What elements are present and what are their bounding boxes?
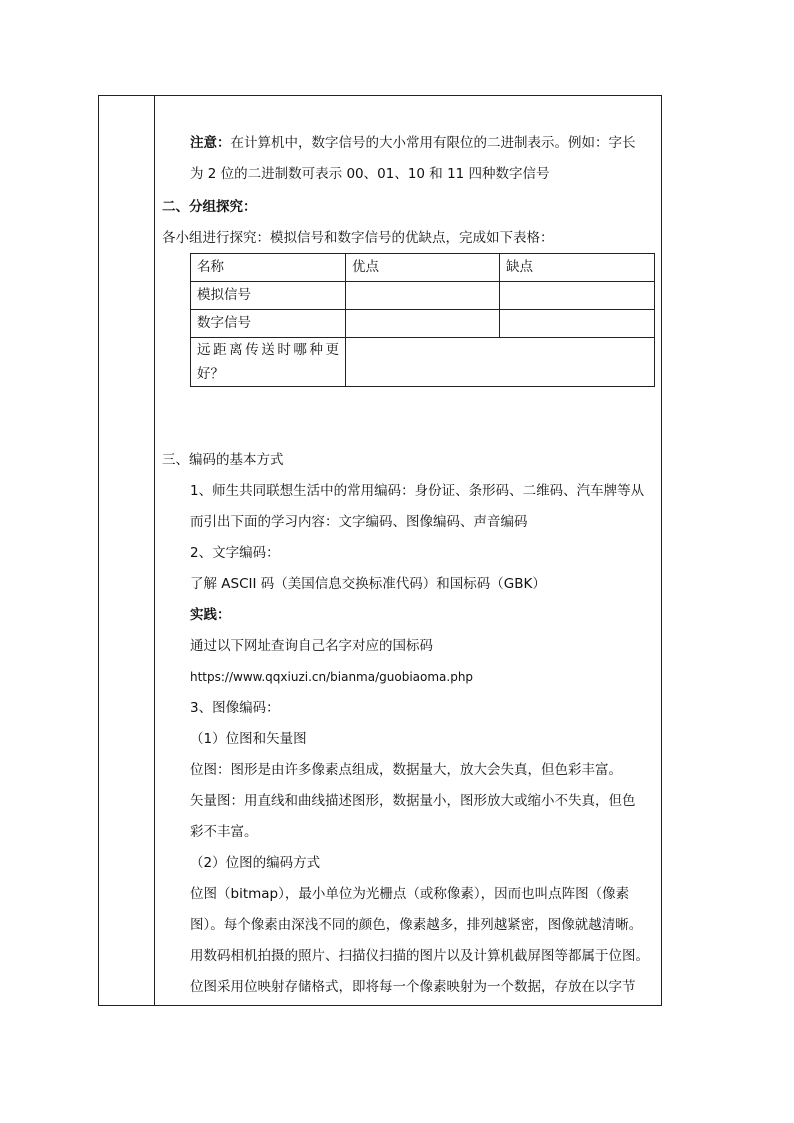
table-row [191,310,655,338]
header-cell-name: 名称 [191,254,346,282]
row-label-analog: 模拟信号 [191,282,346,310]
left-column-divider [154,95,155,1006]
row-label-digital: 数字信号 [191,310,346,338]
row-label-long-distance [191,338,346,387]
practice-description: 通过以下网址查询自己名字对应的国标码 [190,638,433,654]
note-label: 注意： [190,135,231,151]
note-text: 在计算机中，数字信号的大小常用有限位的二进制表示。例如：字长 [230,135,636,151]
bitmap-description: 位图：图形是由许多像素点组成，数据量大，放大会失真，但色彩丰富。 [190,762,622,778]
bitmap-encoding-line-4: 位图采用位映射存储格式，即将每一个像素映射为一个数据，存放在以字节 [190,979,636,995]
section-3-heading: 三、编码的基本方式 [162,452,284,468]
image-encoding-heading: 3、图像编码： [190,700,280,716]
lookup-url-link[interactable]: https://www.qqxiuzi.cn/bianma/guobiaoma.php [190,670,474,684]
paragraph-1-line-1: 1、师生共同联想生活中的常用编码：身份证、条形码、二维码、汽车牌等从 [190,483,645,499]
bitmap-encoding-line-1: 位图（bitmap），最小单位为光栅点（或称像素），因而也叫点阵图（像素 [190,886,630,902]
bitmap-vector-subheading: （1）位图和矢量图 [190,731,307,747]
answer-cell[interactable] [346,338,655,387]
note-line-2: 为 2 位的二进制数可表示 00、01、10 和 11 四种数字信号 [190,166,550,182]
bitmap-encoding-line-3: 用数码相机拍摄的照片、扫描仪扫描的图片以及计算机截屏图等都属于位图。 [190,948,649,964]
table-row [191,338,655,387]
bitmap-encoding-line-2: 图）。每个像素由深浅不同的颜色，像素越多，排列越紧密，图像就越清晰。 [190,917,643,933]
header-cell-disadvantages: 缺点 [500,254,655,282]
practice-label: 实践： [190,607,231,623]
table-row [191,282,655,310]
blank-cell[interactable] [346,282,500,310]
section-2-heading: 二、分组探究： [162,199,257,215]
bitmap-encoding-subheading: （2）位图的编码方式 [190,855,321,871]
table-row [191,254,655,282]
note-line-1 [190,134,636,152]
blank-cell[interactable] [500,310,655,338]
text-encoding-heading: 2、文字编码： [190,545,280,561]
paragraph-1-line-2: 而引出下面的学习内容：文字编码、图像编码、声音编码 [190,514,528,530]
section-2-intro: 各小组进行探究：模拟信号和数字信号的优缺点，完成如下表格： [162,230,554,246]
blank-cell[interactable] [346,310,500,338]
question-line-1: 远 距 离 传 送 时 哪 种 更 [197,342,339,358]
question-line-2: 好？ [197,366,224,382]
blank-cell[interactable] [500,282,655,310]
header-cell-advantages: 优点 [346,254,500,282]
vector-description-line-2: 彩不丰富。 [190,824,258,840]
text-encoding-detail: 了解 ASCII 码（美国信息交换标准代码）和国标码（GBK） [190,576,546,592]
vector-description-line-1: 矢量图：用直线和曲线描述图形，数据量小，图形放大或缩小不失真，但色 [190,793,636,809]
comparison-table [190,253,655,387]
